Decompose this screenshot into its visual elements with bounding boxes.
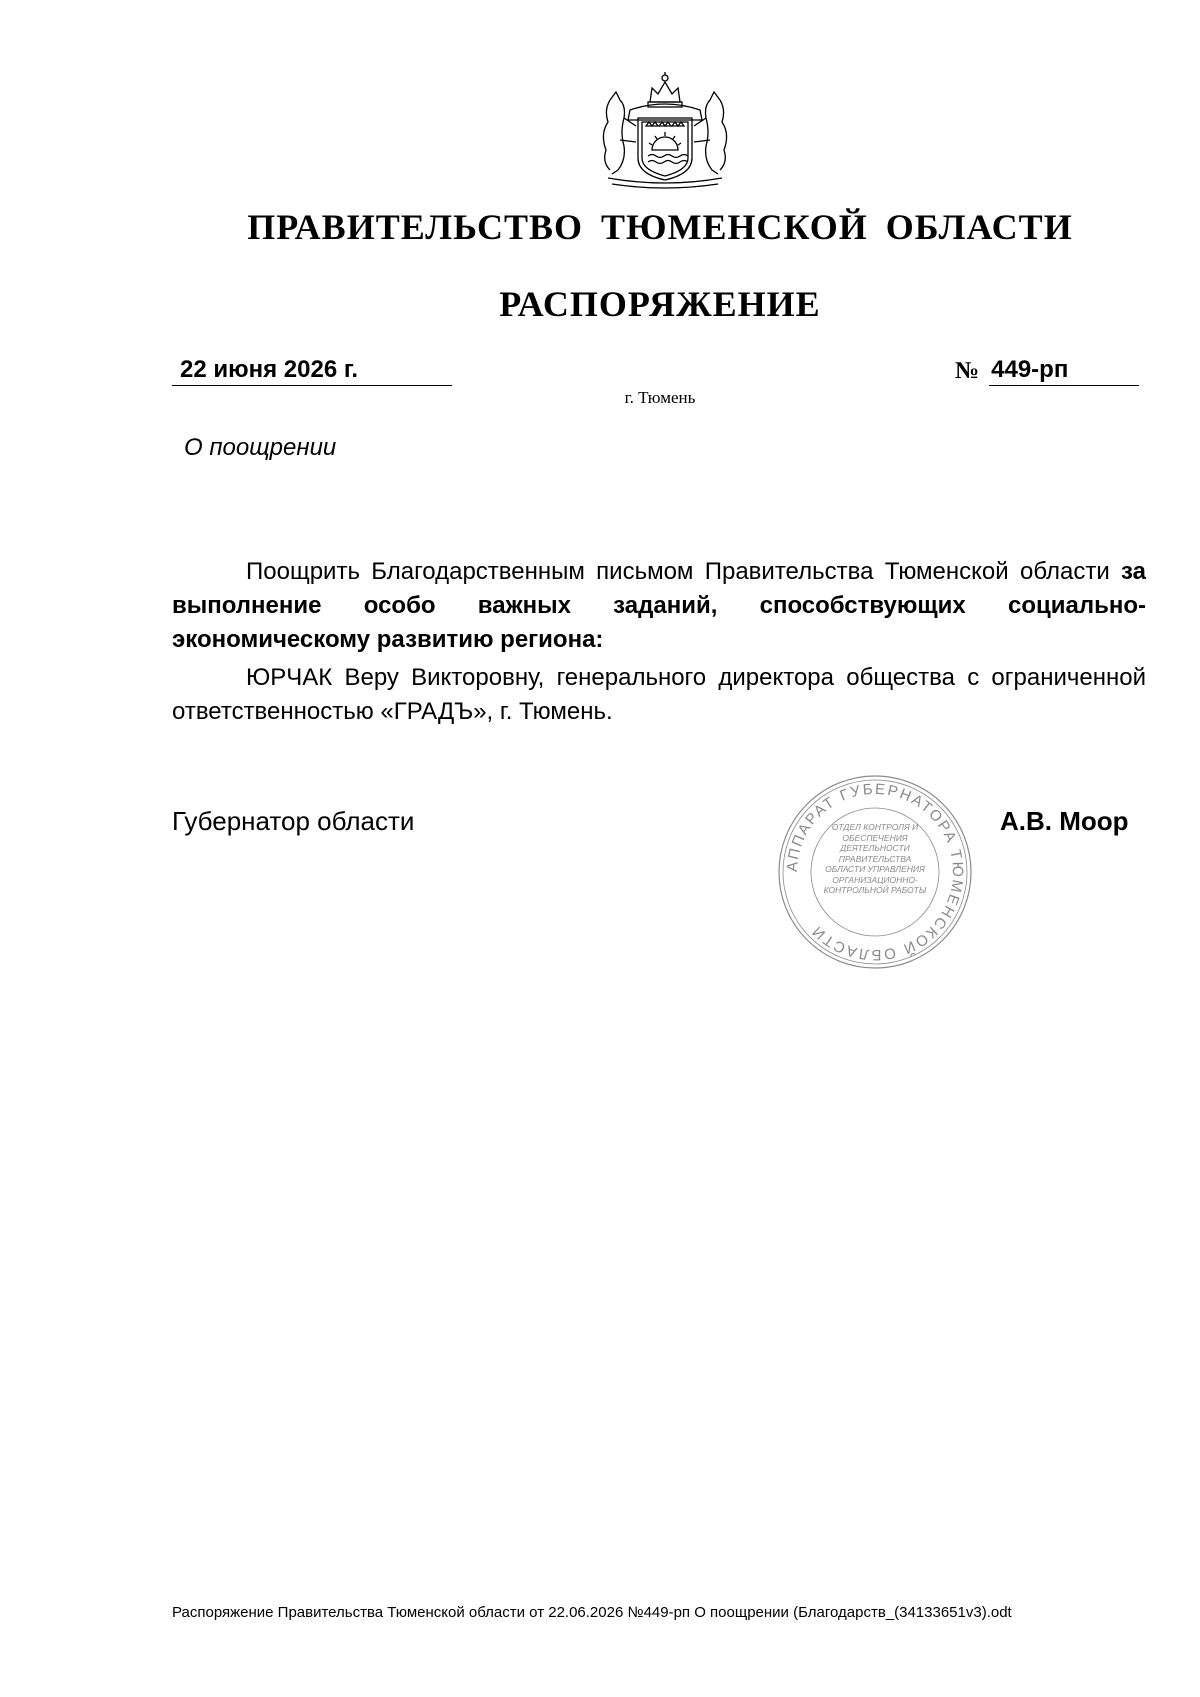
signatory-position: Губернатор области	[172, 806, 415, 836]
document-subject: О поощрении	[184, 434, 337, 461]
document-body	[172, 555, 1146, 729]
signatory-name: А.В. Моор	[1000, 806, 1129, 836]
number-sign: №	[955, 358, 980, 384]
document-type: РАСПОРЯЖЕНИЕ	[499, 284, 821, 324]
seal-ring-text: АППАРАТ ГУБЕРНАТОРА ТЮМЕНСКОЙ ОБЛАСТИ	[783, 780, 967, 964]
document-date: 22 июня 2026 г.	[172, 355, 452, 386]
body-paragraph-2: ЮРЧАК Веру Викторовну, генерального директора общества с ограниченной ответственностью «ГРАДЪ», г. Тюмень.	[172, 664, 1146, 725]
document-number: 449-рп	[989, 355, 1139, 386]
body-paragraph-1-plain: Поощрить Благодарственным письмом Правительства Тюменской области	[246, 558, 1122, 585]
coat-of-arms-icon	[590, 70, 740, 190]
footer-file-info: Распоряжение Правительства Тюменской области от 22.06.2026 №449-рп О поощрении (Благодарств_(34133651v3).odt	[172, 1604, 1012, 1621]
body-paragraph-1	[172, 555, 1146, 657]
seal-center-text: ОТДЕЛ КОНТРОЛЯ И ОБЕСПЕЧЕНИЯ ДЕЯТЕЛЬНОСТИ ПРАВИТЕЛЬСТВА ОБЛАСТИ УПРАВЛЕНИЯ ОРГАНИЗАЦИОННО-КОНТРОЛЬНОЙ РАБОТЫ	[823, 822, 927, 895]
document-number-block	[955, 355, 1139, 386]
body-paragraph-1-bold: за выполнение особо важных заданий, способствующих социально-экономическому развитию региона:	[172, 558, 1146, 653]
document-city: г. Тюмень	[624, 388, 696, 407]
government-title: ПРАВИТЕЛЬСТВО ТЮМЕНСКОЙ ОБЛАСТИ	[247, 207, 1073, 247]
official-seal-icon	[775, 772, 975, 972]
